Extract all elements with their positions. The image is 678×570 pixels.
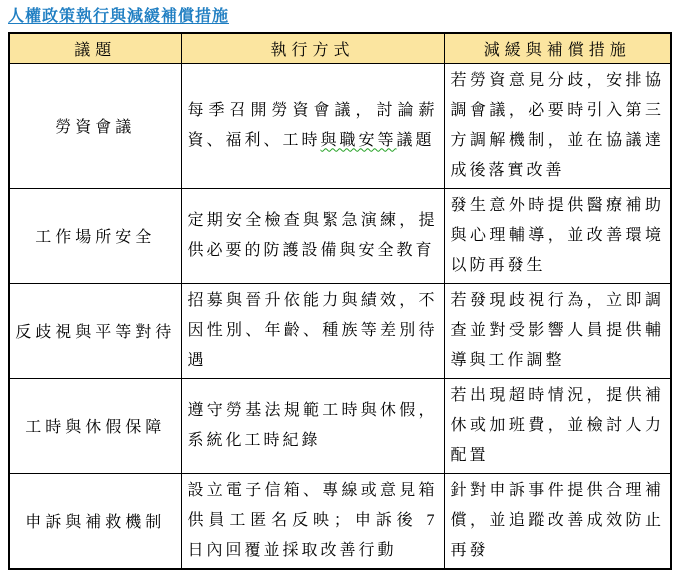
header-cell-execution: 執行方式 (181, 33, 444, 63)
mitigation-cell: 若發現歧視行為，立即調查並對受影響人員提供輔導與工作調整 (444, 283, 671, 378)
issue-cell: 勞資會議 (9, 63, 181, 188)
policy-table (8, 32, 672, 570)
issue-cell: 工作場所安全 (9, 188, 181, 283)
execution-text: 招募與晉升依能力與績效，不因性別、年齡、種族等差別待遇 (187, 291, 438, 369)
mitigation-cell: 若勞資意見分歧，安排協調會議，必要時引入第三方調解機制，並在協議達成後落實改善 (444, 63, 671, 188)
mitigation-cell: 針對申訴事件提供合理補償，並追蹤改善成效防止再發 (444, 473, 671, 569)
table-header-row (9, 33, 671, 63)
table-row (9, 283, 671, 378)
table-row (9, 63, 671, 188)
header-cell-issue: 議題 (9, 33, 181, 63)
table-row (9, 473, 671, 569)
execution-text: 設立電子信箱、專線或意見箱供員工匿名反映；申訴後 7 日內回覆並採取改善行動 (187, 481, 438, 559)
mitigation-cell: 發生意外時提供醫療補助與心理輔導，並改善環境以防再發生 (444, 188, 671, 283)
execution-text: 定期安全檢查與緊急演練，提供必要的防護設備與安全教育 (187, 211, 438, 259)
issue-cell: 申訴與補救機制 (9, 473, 181, 569)
mitigation-cell: 若出現超時情況，提供補休或加班費，並檢討人力配置 (444, 378, 671, 473)
execution-cell (181, 283, 444, 378)
execution-cell (181, 378, 444, 473)
header-cell-mitigation: 減緩與補償措施 (444, 33, 671, 63)
issue-cell: 工時與休假保障 (9, 378, 181, 473)
document-title: 人權政策執行與減緩補償措施 (8, 8, 230, 25)
execution-cell (181, 63, 444, 188)
execution-cell (181, 188, 444, 283)
spellcheck-marked-text: 與職安等 (320, 131, 397, 149)
execution-text: 議題 (396, 131, 435, 149)
execution-cell (181, 473, 444, 569)
execution-text: 遵守勞基法規範工時與休假，系統化工時紀錄 (187, 401, 438, 449)
issue-cell: 反歧視與平等對待 (9, 283, 181, 378)
execution-text: 每季召開勞資會議，討論薪資、福利、工時 (187, 101, 438, 149)
table-row (9, 188, 671, 283)
table-row (9, 378, 671, 473)
